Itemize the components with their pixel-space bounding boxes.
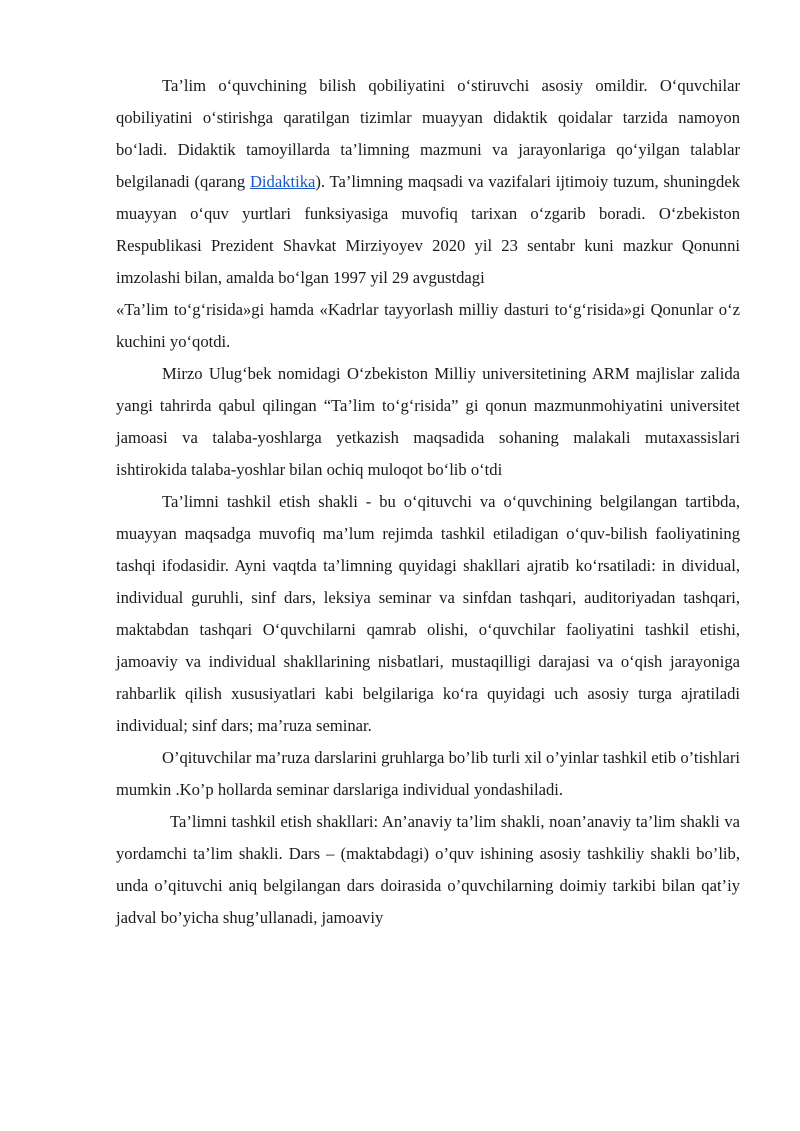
paragraph-2: «Ta’lim to‘g‘risida»gi hamda «Kadrlar tayyorlash milliy dasturi to‘g‘risida»gi Qonunlar o‘z kuchini yo‘qotdi. [116, 300, 740, 351]
paragraph-5: O’qituvchilar ma’ruza darslarini gruhlarga bo’lib turli xil o’yinlar tashkil etib o’tishlari mumkin .Ko’p hollarda seminar darslariga individual yondashiladi. [116, 748, 740, 799]
document-page [116, 70, 740, 934]
paragraph-1-text-b: ). Ta’limning maqsadi va vazifalari ijtimoiy tuzum, shuningdek muayyan o‘quv yurtlari funksiyasiga muvofiq tarixan o‘zgarib boradi. O‘zbekiston Respublikasi Prezident Shavkat Mirziyoyev 2020 yil 23 sentabr kuni mazkur Qonunni imzolashi bilan, amalda bo‘lgan 1997 yil 29 avgustdagi [116, 172, 740, 287]
paragraph-3: Mirzo Ulug‘bek nomidagi O‘zbekiston Milliy universitetining ARM majlislar zalida yangi tahrirda qabul qilingan “Ta’lim to‘g‘risida” gi qonun mazmunmohiyatini universitet jamoasi va talaba-yoshlarga yetkazish maqsadida sohaning malakali mutaxassislari ishtirokida talaba-yoshlar bilan ochiq muloqot bo‘lib o‘tdi [116, 364, 740, 479]
paragraph-6: Ta’limni tashkil etish shakllari: An’anaviy ta’lim shakli, noan’anaviy ta’lim shakli va yordamchi ta’lim shakli. Dars – (maktabdagi) o’quv ishining asosiy tashkiliy shakli bo’lib, unda o’qituvchi aniq belgilangan dars doirasida o’quvchilarning doimiy tarkibi bilan qat’iy jadval bo’yicha shug’ullanadi, jamoaviy [116, 812, 740, 927]
didaktika-link[interactable]: Didaktika [249, 172, 316, 191]
paragraph-1 [116, 70, 740, 294]
paragraph-1-text-a: Ta’lim o‘quvchining bilish qobiliyatini o‘stiruvchi asosiy omildir. O‘quvchilar qobiliyatini o‘stirishga qaratilgan tizimlar muayyan didaktik qoidalar tarzida namoyon bo‘ladi. Didaktik tamoyillarda ta’limning mazmuni va jarayonlariga qo‘yilgan talablar belgilanadi (qarang [116, 76, 740, 191]
paragraph-4: Ta’limni tashkil etish shakli - bu o‘qituvchi va o‘quvchining belgilangan tartibda, muayyan maqsadga muvofiq ma’lum rejimda tashkil etiladigan o‘quv-bilish faoliyatining tashqi ifodasidir. Ayni vaqtda ta’limning quyidagi shakllari ajratib ko‘rsatiladi: in dividual, individual guruhli, sinf dars, leksiya seminar va sinfdan tashqari, auditoriyadan tashqari, maktabdan tashqari O‘quvchilarni qamrab olishi, o‘quvchilar faoliyatini tashkil etishi, jamoaviy va individual shakllarining nisbatlari, mustaqilligi darajasi va o‘qish jarayoniga rahbarlik qilish xususiyatlari kabi belgilariga ko‘ra quyidagi uch asosiy turga ajratiladi individual; sinf dars; ma’ruza seminar. [116, 492, 740, 735]
